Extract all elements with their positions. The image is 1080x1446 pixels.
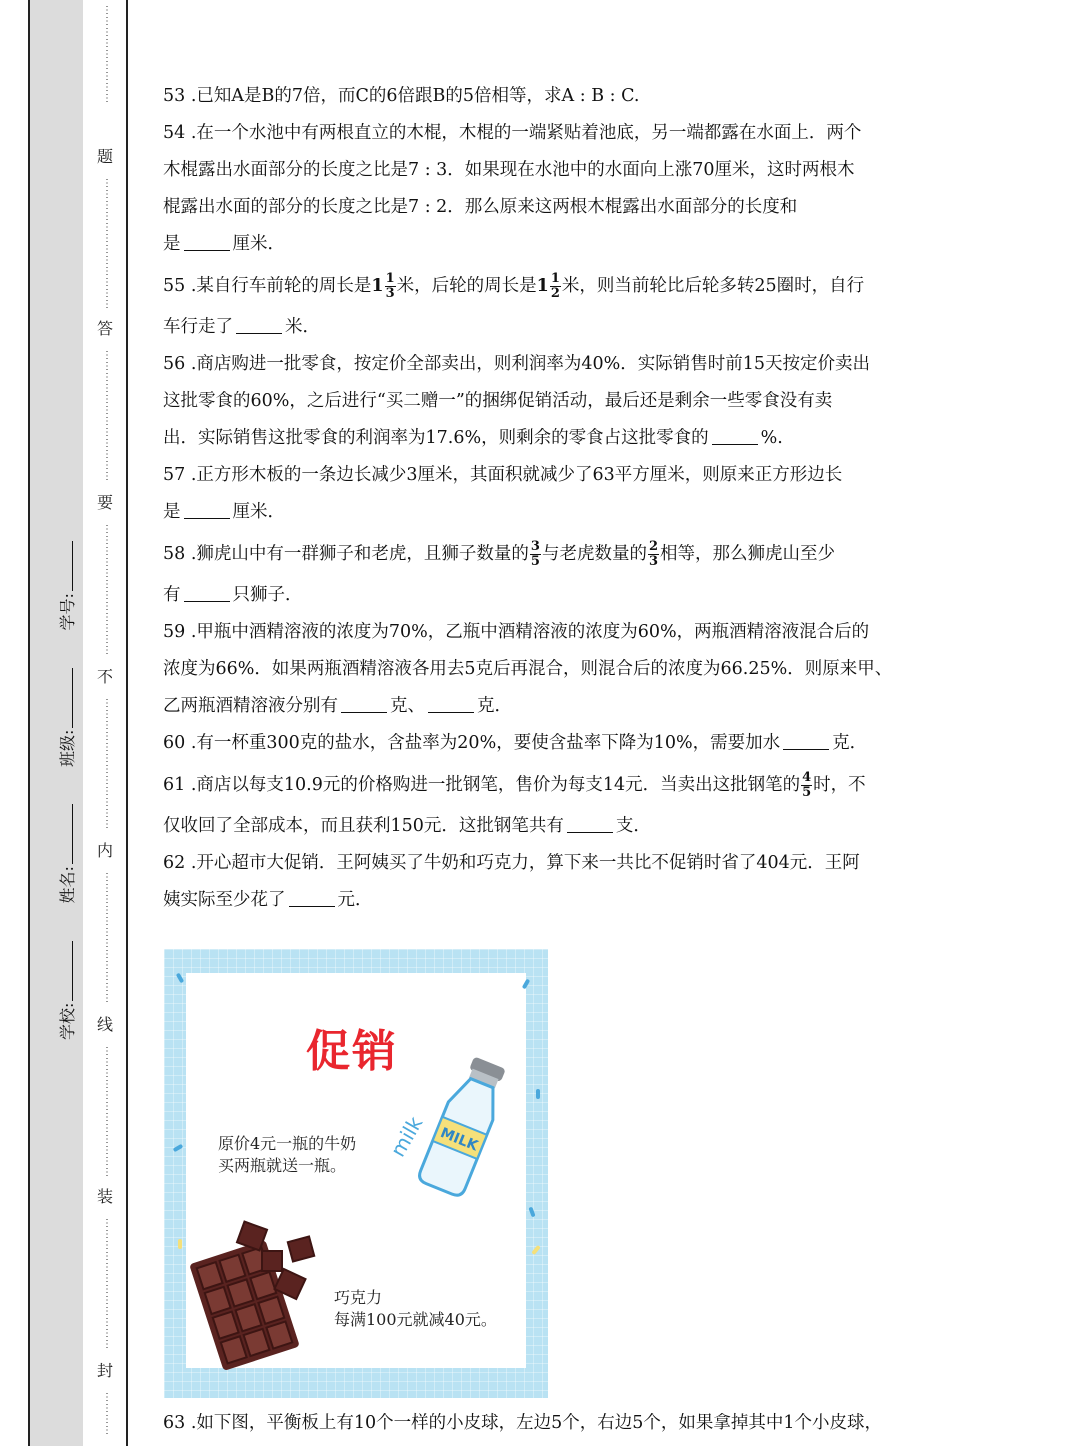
seal-char-xian: 线 bbox=[96, 1015, 113, 1034]
milk-label-text: MILK bbox=[437, 1125, 481, 1155]
confetti-decoration bbox=[536, 1089, 540, 1099]
confetti-decoration bbox=[176, 973, 184, 984]
question-57: 57 .正方形木板的一条边长减少3厘米，其面积就减少了63平方厘米，则原来正方形边长 是 厘米． bbox=[163, 465, 843, 522]
name-label: 姓名: bbox=[58, 866, 77, 904]
question-53: 53 .已知A是B的7倍，而C的6倍跟B的5倍相等，求A : B : C. bbox=[163, 86, 640, 106]
seal-char-bu: 不 bbox=[96, 667, 113, 686]
seal-char-zhuang: 装 bbox=[96, 1187, 113, 1206]
school-field[interactable] bbox=[58, 941, 73, 1001]
chocolate-bar-icon bbox=[186, 1199, 336, 1369]
question-56: 56 .商店购进一批零食，按定价全部卖出，则利润率为40%．实际销售时前15天按定价卖出 这批零食的60%，之后进行“买二赠一”的捆绑促销活动，最后还是剩余一些零食没有卖 出．实际销售这批零食的利润率为17.6%，则剩余的零食占这批零食的 %. bbox=[163, 354, 871, 448]
name-field[interactable] bbox=[58, 804, 73, 864]
class-label: 班级: bbox=[58, 729, 77, 767]
answer-blank[interactable] bbox=[783, 729, 829, 750]
answer-blank[interactable] bbox=[184, 230, 230, 251]
seal-char-feng: 封 bbox=[96, 1361, 113, 1380]
fraction: $\frac{1}{2}$ bbox=[550, 271, 560, 301]
milk-bottle-icon bbox=[385, 1051, 522, 1201]
fraction: $\frac{4}{5}$ bbox=[802, 770, 812, 800]
question-list bbox=[163, 78, 933, 919]
fraction: $\frac{2}{3}$ bbox=[648, 539, 658, 569]
seal-char-nei: 内 bbox=[96, 841, 113, 860]
id-field[interactable] bbox=[58, 541, 73, 591]
question-59: 59 .甲瓶中酒精溶液的浓度为70%，乙瓶中酒精溶液的浓度为60%，两瓶酒精溶液混合后的 浓度为66%．如果两瓶酒精溶液各用去5克后再混合，则混合后的浓度为66.25%．则原来甲、 乙两瓶酒精溶液分别有 克、 克． bbox=[163, 622, 893, 716]
answer-blank[interactable] bbox=[341, 692, 387, 713]
answer-blank[interactable] bbox=[712, 424, 758, 445]
poster-panel bbox=[186, 973, 526, 1368]
class-field[interactable] bbox=[58, 668, 73, 728]
milk-offer: 原价4元一瓶的牛奶 买两瓶就送一瓶。 bbox=[218, 1134, 357, 1175]
seal-char-yao: 要 bbox=[96, 493, 113, 512]
confetti-decoration bbox=[178, 1239, 182, 1249]
answer-blank[interactable] bbox=[184, 498, 230, 519]
confetti-decoration bbox=[528, 1207, 535, 1218]
answer-blank[interactable] bbox=[289, 886, 335, 907]
promo-poster bbox=[164, 949, 548, 1398]
answer-blank[interactable] bbox=[184, 581, 230, 602]
seal-char-da: 答 bbox=[96, 319, 113, 338]
fraction: $\frac{1}{3}$ bbox=[385, 271, 395, 301]
question-61: 61 .商店以每支10.9元的价格购进一批钢笔，售价为每支14元．当卖出这批钢笔的 $\frac{4}{5}$ 时，不 仅收回了全部成本，而且获利150元．这批钢笔共有 支． bbox=[163, 770, 866, 836]
question-62: 62 .开心超市大促销．王阿姨买了牛奶和巧克力，算下来一共比不促销时省了404元．王阿 姨实际至少花了 元． bbox=[163, 853, 860, 910]
answer-blank[interactable] bbox=[236, 313, 282, 334]
question-63: 63 .如下图，平衡板上有10个一样的小皮球，左边5个，右边5个，如果拿掉其中1个小皮球， bbox=[163, 1413, 883, 1433]
chocolate-offer: 巧克力 每满100元就减40元。 bbox=[334, 1288, 497, 1329]
poster-title: 促销 bbox=[306, 1026, 398, 1077]
answer-blank[interactable] bbox=[567, 812, 613, 833]
seal-line: ⋮ ⋮ ⋮ ⋮ ⋮ ⋮ ⋮ ⋮ ⋮ 题 ⋮ ⋮ ⋮ ⋮ ⋮ ⋮ ⋮ ⋮ ⋮ ⋮ ⋮ ⋮ 答 ⋮ ⋮ ⋮ ⋮ ⋮ ⋮ ⋮ ⋮ ⋮ ⋮ ⋮ ⋮ 要 ⋮ ⋮ ⋮ ⋮ ⋮ ⋮ ⋮ ⋮ ⋮ ⋮ ⋮ ⋮ 不 ⋮ ⋮ ⋮ ⋮ ⋮ ⋮ ⋮ ⋮ ⋮ ⋮ ⋮ ⋮ 内 ⋮ ⋮ ⋮ ⋮ ⋮ ⋮ ⋮ ⋮ ⋮ ⋮ ⋮ ⋮ 线 ⋮ ⋮ ⋮ ⋮ ⋮ ⋮ ⋮ ⋮ ⋮ ⋮ ⋮ ⋮ 装 ⋮ ⋮ ⋮ ⋮ ⋮ ⋮ ⋮ ⋮ ⋮ ⋮ ⋮ ⋮ 封 ⋮ ⋮ ⋮ ⋮ bbox=[86, 0, 122, 1446]
id-label: 学号: bbox=[58, 593, 77, 631]
question-58: 58 .狮虎山中有一群狮子和老虎，且狮子数量的 $\frac{3}{5}$ 与老虎数量的 $\frac{2}{3}$ 相等，那么狮虎山至少 有 只狮子． bbox=[163, 539, 835, 605]
question-55: 55 .某自行车前轮的周长是1 $\frac{1}{3}$ 米，后轮的周长是1 $\frac{1}{2}$ 米，则当前轮比后轮多转25圈时，自行 车行走了 米． bbox=[163, 271, 865, 337]
question-54: 54 .在一个水池中有两根直立的木棍，木棍的一端紧贴着池底，另一端都露在水面上．两个 木棍露出水面部分的长度之比是7 : 3．如果现在水池中的水面向上涨70厘米，这时两根木 棍露出水面的部分的长度之比是7 : 2．那么原来这两根木棍露出水面部分的长度和 是 厘米． bbox=[163, 123, 862, 254]
confetti-decoration bbox=[531, 1245, 540, 1255]
seal-char-ti: 题 bbox=[96, 147, 113, 166]
fraction: $\frac{3}{5}$ bbox=[530, 539, 540, 569]
confetti-decoration bbox=[173, 1144, 184, 1152]
student-info-fields bbox=[55, 539, 78, 1040]
answer-blank[interactable] bbox=[428, 692, 474, 713]
question-60: 60 .有一杯重300克的盐水，含盐率为20%，要使含盐率下降为10%，需要加水 克． bbox=[163, 725, 933, 762]
milk-script-text: milk bbox=[385, 1112, 428, 1161]
school-label: 学校: bbox=[58, 1002, 77, 1040]
